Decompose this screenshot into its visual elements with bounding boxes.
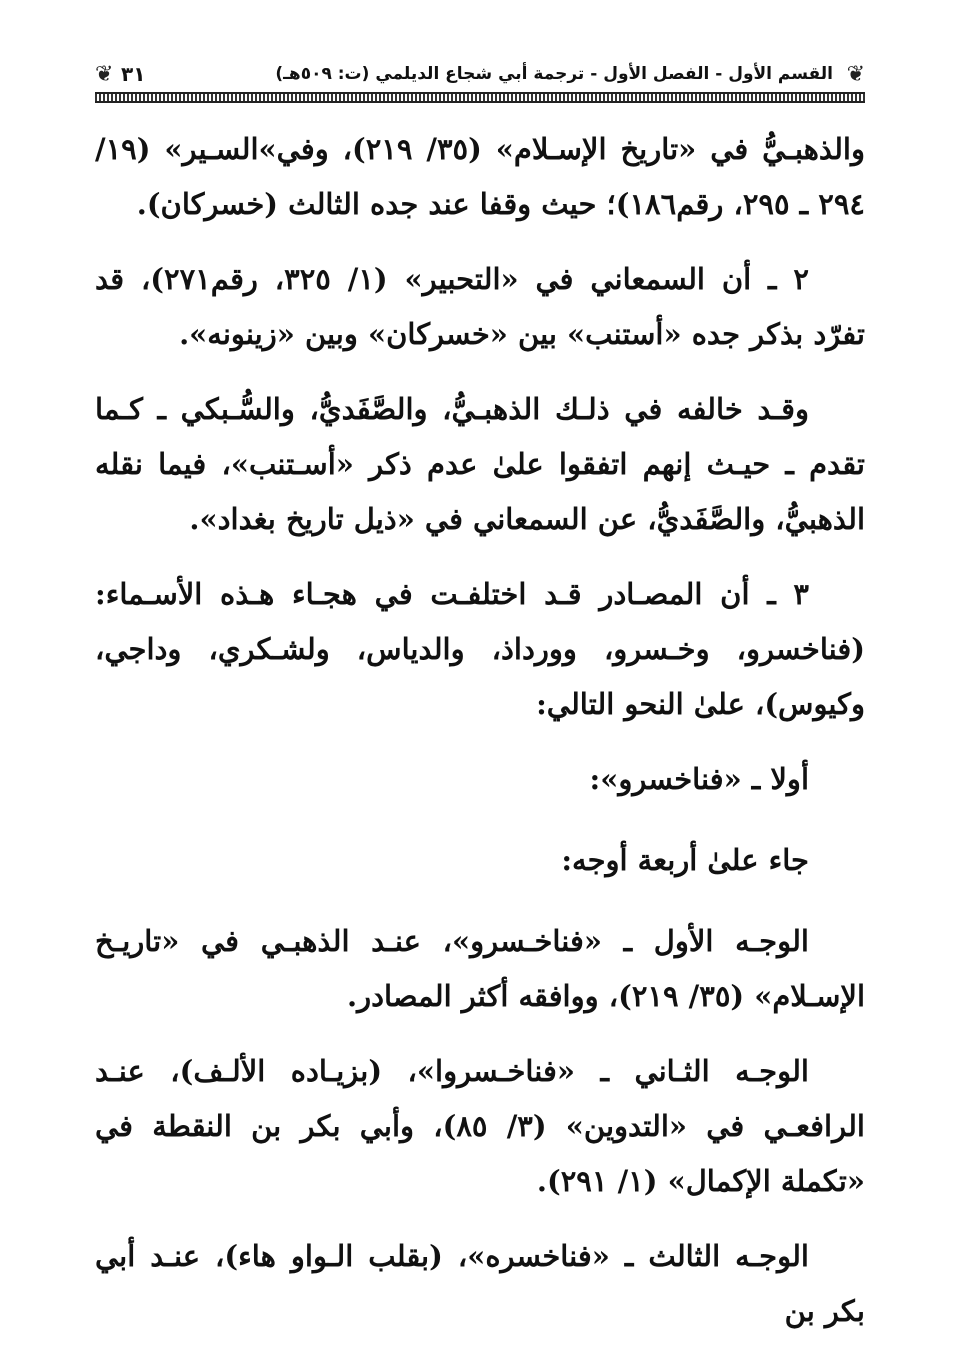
paragraph-1: والذهبـيُّ في «تاريخ الإسـلام» (٣٥/ ٢١٩)، وفي»السـير» (١٩/ ٢٩٤ ـ ٢٩٥، رقم١٨٦)؛ حيث وقفا عند جده الثالث (خسركان). bbox=[95, 132, 865, 221]
paragraph-6: الوجـه الأول ـ «فناخـسرو»، عنـد الذهبـي في «تاريـخ الإسـلام» (٣٥/ ٢١٩)، ووافقه أكثر المصادر. bbox=[95, 924, 865, 1013]
section-heading: أولا ـ «فناخسرو»: bbox=[589, 762, 809, 796]
floral-ornament-icon: ❦ bbox=[95, 62, 114, 87]
running-header bbox=[95, 60, 865, 102]
paragraph-8: الوجـه الثالث ـ «فناخسره»، (بقلب الـواو هاء)، عنـد أبي بكر بن bbox=[95, 1239, 865, 1328]
paragraph-4: ٣ ـ أن المصـادر قـد اختلفـت في هجـاء هـذه الأسـماء: (فناخسرو، وخـسرو، وورداذ، والدياس، ولشـكري، وداجي، وكيوس)، علىٰ النحو التالي: bbox=[95, 577, 865, 721]
page-number: ٣١ bbox=[121, 62, 146, 86]
paragraph-2: ٢ ـ أن السمعاني في «التحبير» (١/ ٣٢٥، رقم٢٧١)، قد تفرّد بذكر جده «أستنب» بين «خسركان» وبين «زينونه». bbox=[95, 262, 865, 351]
header-rule bbox=[95, 92, 865, 103]
header-title: القسم الأول - الفصل الأول - ترجمة أبي شجاع الديلمي (ت: ٥٠٩هـ) bbox=[275, 64, 833, 84]
paragraph-7: الوجـه الثـاني ـ «فناخـسروا»، (بزيـاده الألـف)، عنـد الرافعـي في «التدوين» (٣/ ٨٥)، وأبي بكر بن النقطة في «تكملة الإكمال» (١/ ٢٩١). bbox=[95, 1054, 865, 1198]
floral-ornament-icon: ❦ bbox=[846, 62, 865, 87]
body-text bbox=[95, 122, 865, 1359]
paragraph-5: جاء علىٰ أربعة أوجه: bbox=[561, 843, 809, 877]
paragraph-3: وقـد خالفه في ذلـك الذهبـيُّ، والصَّفَديُّ، والسُّـبكي ـ كـما تقدم ـ حيـث إنهم اتفقوا علىٰ عدم ذكر «أسـتنب»، فيما نقله الذهبيُّ، والصَّفَديُّ، عن السمعاني في «ذيل تاريخ بغداد». bbox=[95, 392, 865, 536]
